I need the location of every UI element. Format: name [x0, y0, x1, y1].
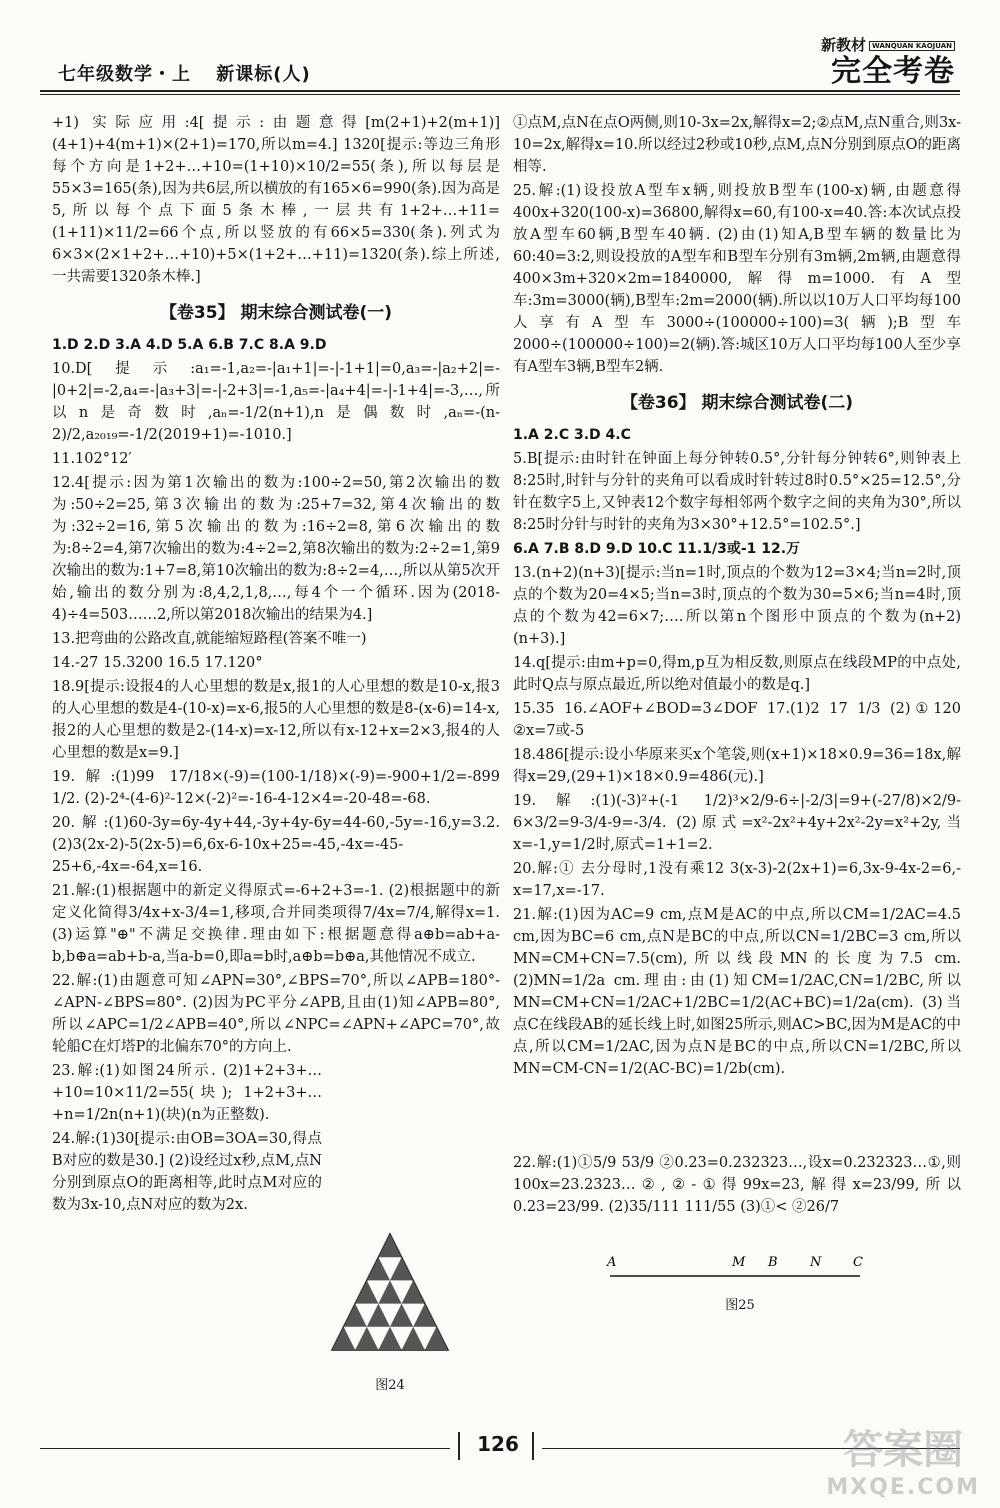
- brand-sub: 新教材: [821, 36, 867, 54]
- answer-10: 10.D[提示:a₁=-1,a₂=-|a₁+1|=-|-1+1|=0,a₃=-|a₂+2|=-|0+2|=-2,a₄=-|a₃+3|=-|-2+3|=-1,a₅=-|a₄+4|=-|-1+4|=-3,…,所以n是奇数时,aₙ=-1/2(n+1),n是偶数时,aₙ=-(n-2)/2,a₂₀₁₉=-1/2(2019+1)=-1010.]: [52, 361, 500, 443]
- course-title: 七年级数学・上: [58, 64, 191, 85]
- right-column: [513, 112, 961, 1220]
- point-label-c: C: [853, 1255, 863, 1270]
- answer-para: +1) 实际应用:4[提示:由题意得[m(2+1)+2(m+1)](4+1)+4(m+1)×(2+1)=170,所以m=4.] 1320[提示:等边三角形每个方向是1+2+…+10=(1+10)×10/2=55(条),所以每层是55×3=165(条),因为共6层,所以横放的有165×6=990(条).因为高是5,所以每个点下面5条木棒,一层共有1+2+…+11=(1+11)×11/2=66个点,所以竖放的有66×5=330(条).列式为6×3×(2×1+2+…+10)+5×(1+2+…+11)=1320(条).综上所述,一共需要1320条木棒.]: [52, 115, 500, 285]
- watermark: [826, 1418, 980, 1500]
- left-column: [52, 112, 500, 1218]
- answer-25: 25.解:(1)设投放A型车x辆,则投放B型车(100-x)辆,由题意得400x+320(100-x)=36800,解得x=60,有100-x=40.答:本次试点投放A型车60辆,B型车40辆. (2)由(1)知A,B型车辆的数量比为60:40=3:2,则设投放的A型车和B型车分别有3m辆,2m辆,由题意得400×3m+320×2m=1840000,解得m=1000.有A型车:3m=3000(辆),B型车:2m=2000(辆).所以以10万人口平均每100人享有A型车3000÷(100000÷100)=3(辆);B型车2000÷(100000÷100)=2(辆).答:城区10万人口平均每100人至少享有A型车3辆,B型车2辆.: [513, 183, 961, 375]
- answer-24: 24.解:(1)30[提示:由OB=3OA=30,得点B对应的数是30.] (2)设经过x秒,点M,点N分别到原点O的距离相等,此时点M对应的数为3x-10,点N对应的数为2x.: [52, 1131, 322, 1213]
- page-bar-right: [532, 1432, 534, 1460]
- point-label-a: A: [607, 1255, 617, 1270]
- figure-24-caption: 图24: [375, 1378, 405, 1393]
- brand-tag: WANQUAN KAOJUAN: [869, 41, 955, 51]
- answer-22: 22.解:(1)由题意可知∠APN=30°,∠BPS=70°,所以∠APB=180°-∠APN-∠BPS=80°. (2)因为PC平分∠APB,且由(1)知∠APB=80°,所以∠APC=1/2∠APB=40°,所以∠NPC=∠APN+∠APC=70°,故轮船C在灯塔P的北偏东70°的方向上.: [52, 973, 500, 1055]
- running-header: [58, 60, 311, 86]
- footer-rule-left: [40, 1448, 450, 1449]
- answer-19: 19.解:(1)(-3)²+(-1 1/2)³×2/9-6÷|-2/3|=9+(-27/8)×2/9-6×3/2=9-3/4-9=-3/4. (2)原式=x²-2x²+4y+2x²-2y=x²+2y,当x=-1,y=1/2时,原式=1+1=2.: [513, 793, 961, 853]
- page-bar-left: [458, 1432, 460, 1460]
- point-label-b: B: [768, 1255, 778, 1270]
- watermark-line1: 答案圈: [843, 1427, 964, 1473]
- answer-13: 13.把弯曲的公路改直,就能缩短路程(答案不唯一): [52, 631, 367, 647]
- answer-24-cont: ①点M,点N在点O两侧,则10-3x=2x,解得x=2;②点M,点N重合,则3x-10=2x,解得x=10.所以经过2秒或10秒,点M,点N分别到原点O的距离相等.: [513, 115, 961, 175]
- segment-figure: [605, 1254, 875, 1288]
- answer-13: 13.(n+2)(n+3)[提示:当n=1时,顶点的个数为12=3×4;当n=2时,顶点的个数为20=4×5;当n=3时,顶点的个数为30=5×6;当n=4时,顶点的个数为42=6×7;….所以第n个图形中顶点的个数为(n+2)(n+3).]: [513, 565, 961, 647]
- answer-choices: 1.D 2.D 3.A 4.D 5.A 6.B 7.C 8.A 9.D: [52, 337, 327, 353]
- triangle-figure: [330, 1232, 450, 1362]
- point-label-n: N: [810, 1255, 822, 1270]
- answer-14-17: 14.-27 15.3200 16.5 17.120°: [52, 655, 263, 671]
- answer-11: 11.102°12′: [52, 451, 132, 467]
- brand-main: 完全考卷: [831, 54, 955, 89]
- brand-logo: [821, 34, 955, 89]
- figure-24: [330, 1232, 450, 1393]
- page-number: 126: [477, 1432, 519, 1456]
- section-heading-35: 【卷35】 期末综合测试卷(一): [159, 303, 393, 323]
- section-heading-36: 【卷36】 期末综合测试卷(二): [620, 393, 854, 413]
- answer-19: 19.解:(1)99 17/18×(-9)=(100-1/18)×(-9)=-900+1/2=-899 1/2. (2)-2⁴-(4-6)²-12×(-2)²=-16-4-12×4=-20-48=-68.: [52, 769, 500, 807]
- watermark-line2: MXQE.COM: [826, 1475, 980, 1500]
- figure-spacer: [513, 1082, 961, 1152]
- figure-25-caption: 图25: [725, 1298, 755, 1313]
- answer-20: 20.解:① 去分母时,1没有乘12 3(x-3)-2(2x+1)=6,3x-9-4x-2=6,-x=17,x=-17.: [513, 861, 961, 899]
- answer-18: 18.486[提示:设小华原来买x个笔袋,则(x+1)×18×0.9=36=18x,解得x=29,(29+1)×18×0.9=486(元).]: [513, 747, 961, 785]
- answer-choices-36: 1.A 2.C 3.D 4.C: [513, 427, 631, 443]
- answer-12: 12.4[提示:因为第1次输出的数为:100÷2=50,第2次输出的数为:50÷2=25,第3次输出的数为:25+7=32,第4次输出的数为:32÷2=16,第5次输出的数为:16÷2=8,第6次输出的数为:8÷2=4,第7次输出的数为:4÷2=2,第8次输出的数为:2÷2=1,第9次输出的数为:1+7=8,第10次输出的数为:8÷2=4,…,所以从第5次开始,输出的数分别为:8,4,2,1,8,…,每4个一个循环.因为(2018-4)÷4=503……2,所以第2018次输出的结果为4.]: [52, 475, 500, 623]
- answer-6-12: 6.A 7.B 8.D 9.D 10.C 11.1/3或-1 12.万: [513, 541, 801, 557]
- point-label-m: M: [732, 1255, 746, 1270]
- header-rule-thin: [40, 94, 960, 95]
- answer-20: 20.解:(1)60-3y=6y-4y+44,-3y+4y-6y=44-60,-5y=-16,y=3.2. (2)3(2x-2)-5(2x-5)=6,6x-6-10x+25=-45,-4x=-45-25+6,-4x=-64,x=16.: [52, 815, 500, 875]
- edition-label: 新课标(人): [216, 64, 311, 85]
- answer-21: 21.解:(1)根据题中的新定义得原式=-6+2+3=-1. (2)根据题中的新定义化简得3/4x+x-3/4=1,移项,合并同类项得7/4x=7/4,解得x=1. (3)运算"⊕"不满足交换律.理由如下:根据题意得a⊕b=ab+a-b,b⊕a=ab+b-a,当a-b=0,即a=b时,a⊕b=b⊕a,其他情况不成立.: [52, 883, 500, 965]
- answer-15-17: 15.35 16.∠AOF+∠BOD=3∠DOF 17.(1)2 17 1/3 (2)①120 ②x=7或-5: [513, 701, 961, 739]
- answer-23: 23.解:(1)如图24所示. (2)1+2+3+…+10=10×11/2=55(块); 1+2+3+…+n=1/2n(n+1)(块)(n为正整数).: [52, 1063, 322, 1123]
- answer-22: 22.解:(1)①5/9 53/9 ②0.23=0.232323…,设x=0.232323…①,则100x=23.2323…②,②-①得99x=23,解得x=23/99,所以0.23=23/99. (2)35/111 111/55 (3)①< ②26/7: [513, 1155, 961, 1215]
- answer-14: 14.q[提示:由m+p=0,得m,p互为相反数,则原点在线段MP的中点处,此时Q点与原点最近,所以绝对值最小的数是q.]: [513, 655, 961, 693]
- answer-5: 5.B[提示:由时针在钟面上每分钟转0.5°,分针每分钟转6°,则钟表上8:25时,时针与分针的夹角可以看成时针转过8时0.5°×25=12.5°,分针在数字5上,又钟表12个数字每相邻两个数字之间的夹角为30°,所以8:25时分针与时针的夹角为3×30°+12.5°=102.5°.]: [513, 451, 961, 533]
- answer-18: 18.9[提示:设报4的人心里想的数是x,报1的人心里想的数是10-x,报3的人心里想的数是4-(10-x)=x-6,报5的人心里想的数是8-(x-6)=14-x,报2的人心里想的数是2-(14-x)=x-12,所以有x-12+x=2×3,报4的人心里想的数是x=9.]: [52, 679, 500, 761]
- answer-21: 21.解:(1)因为AC=9 cm,点M是AC的中点,所以CM=1/2AC=4.5 cm,因为BC=6 cm,点N是BC的中点,所以CN=1/2BC=3 cm,所以MN=CM+CN=7.5(cm),所以线段MN的长度为7.5 cm. (2)MN=1/2a cm.理由:由(1)知CM=1/2AC,CN=1/2BC,所以MN=CM+CN=1/2AC+1/2BC=1/2(AC+BC)=1/2a(cm). (3)当点C在线段AB的延长线上时,如图25所示,则AC>BC,因为M是AC的中点,所以CM=1/2AC,因为点N是BC的中点,所以CN=1/2BC,所以MN=CM-CN=1/2(AC-BC)=1/2b(cm).: [513, 907, 961, 1077]
- header-rule: [40, 90, 960, 92]
- figure-25: [605, 1254, 875, 1313]
